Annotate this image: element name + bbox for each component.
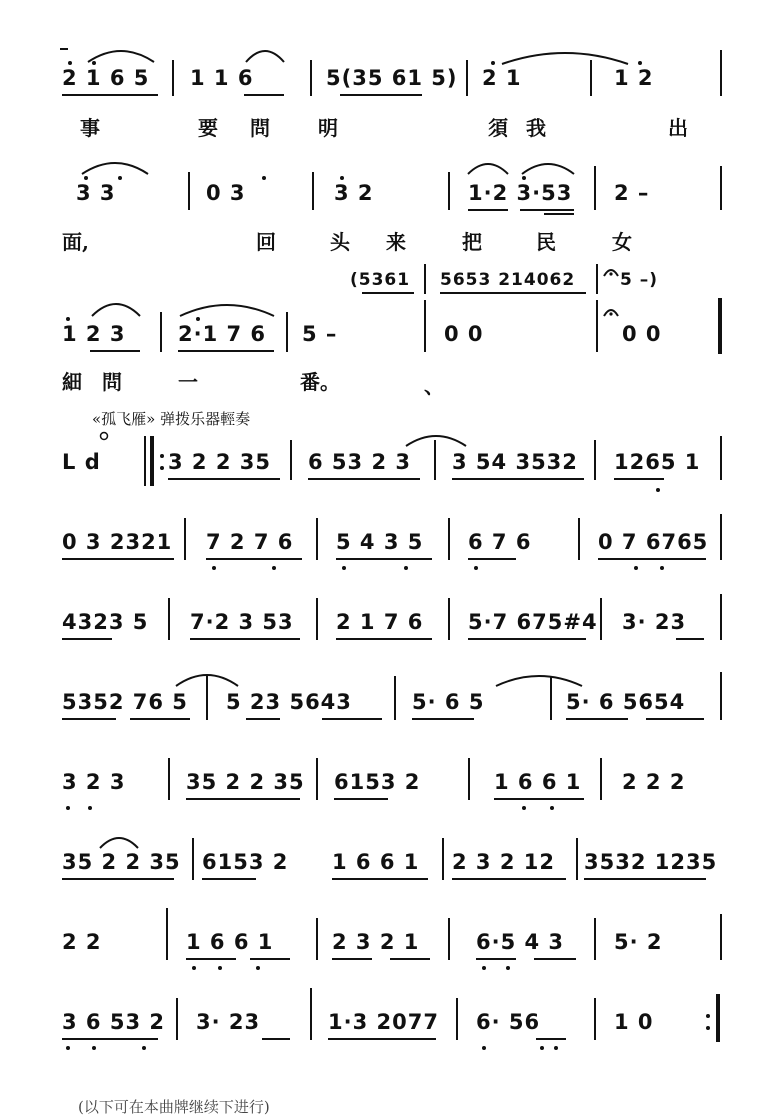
slur [80,156,150,176]
barline [720,166,722,210]
underline [336,558,432,560]
measure-notes: 35 2 2 35 [186,770,305,794]
underline [598,558,706,560]
barline [594,166,596,210]
slur [90,296,142,318]
measure-notes: 0 3 2321 [62,530,173,554]
barline [720,50,722,96]
measure-notes: 7·2 3 53 [190,610,294,634]
underline [244,94,284,96]
fermata [602,306,620,318]
dot [212,566,216,570]
barline [168,758,170,800]
dot [660,566,664,570]
measure-notes: 2 – [614,181,650,205]
barline [424,300,426,352]
barline [172,60,174,96]
barline [192,838,194,880]
measure-notes: 2 3 2 12 [452,850,555,874]
underline [468,209,508,211]
measure-notes: 3 2 3 [62,770,126,794]
barline [310,988,312,1040]
barline [184,518,186,560]
underline [534,958,576,960]
underline [186,958,236,960]
barline [448,518,450,560]
measure-notes: 5(35 61 5) [326,66,458,90]
lyric: 一 [178,370,198,394]
barline [596,264,598,294]
fermata [602,266,620,278]
barline [594,998,596,1040]
slur [244,44,286,64]
measure-notes: 0 3 [206,181,246,205]
repeat-dot [706,1014,710,1018]
barline [576,838,578,880]
underline [186,798,300,800]
prelude-notes: 5 –) [620,270,659,290]
interlude-title: «孤飞雁» 弹拨乐器輕奏 [92,410,251,428]
barline [720,914,722,960]
underline [452,478,584,480]
measure-notes: 6 53 2 3 [308,450,411,474]
barline [188,172,190,210]
lyric: 須 [488,116,508,140]
measure-notes: 1 1 6 [190,66,254,90]
underline [62,718,116,720]
underline [476,958,516,960]
dot [92,1046,96,1050]
barline [600,598,602,640]
barline [594,440,596,480]
barline [448,172,450,210]
underline [340,94,422,96]
prelude-notes: 5653 214062 [440,270,576,290]
dot [554,1046,558,1050]
measure-notes: 3 54 3532 [452,450,578,474]
underline [130,718,190,720]
lyric: 民 [536,230,556,254]
dot [66,806,70,810]
measure-notes: 6· 56 [476,1010,541,1034]
barline [578,518,580,560]
underline [178,350,274,352]
dot [256,966,260,970]
underline [262,1038,290,1040]
underline [336,638,432,640]
dot [404,566,408,570]
key-signature: L d [62,450,101,474]
repeat-barline [150,436,154,486]
barline [466,60,468,96]
measure-notes: 2 1 [482,66,522,90]
underline [536,1038,566,1040]
measure-notes: 5· 6 5 [412,690,485,714]
dot [340,176,344,180]
barline [160,312,162,352]
measure-notes: 3532 1235 [584,850,718,874]
measure-notes: 1·3 2077 [328,1010,439,1034]
measure-notes: 1 6 6 1 [494,770,582,794]
barline [596,300,598,352]
lyric: 出 [668,116,688,140]
barline [316,918,318,960]
dot [522,806,526,810]
prelude-notes: (5361 [350,270,411,290]
underline [90,350,140,352]
underline [584,878,706,880]
dot [482,966,486,970]
footer-note: (以下可在本曲牌继续下进行) [78,1098,270,1116]
barline [720,672,722,720]
barline [168,598,170,640]
final-barline [718,298,722,354]
measure-notes: 1 0 [614,1010,654,1034]
underline [206,558,302,560]
lyric: 、 [424,374,444,398]
lyric: 回 [256,230,276,254]
barline [456,998,458,1040]
lyric: 来 [386,230,406,254]
dot [118,176,122,180]
barline [442,838,444,880]
underline [566,718,628,720]
underline [250,958,290,960]
measure-notes: 0 0 [444,322,484,346]
dot [262,176,266,180]
underline [452,878,566,880]
measure-notes: 2 3 2 1 [332,930,420,954]
dot [142,1046,146,1050]
dot [66,317,70,321]
slur [178,298,276,318]
barline [720,514,722,560]
measure-notes: 7 2 7 6 [206,530,294,554]
underline [494,798,584,800]
barline [600,758,602,800]
barline [166,908,168,960]
measure-notes: 2·1 7 6 [178,322,267,346]
underline [334,798,388,800]
measure-notes: 6·5 4 3 [476,930,565,954]
lyric: 要 [198,116,218,140]
barline [448,918,450,960]
lyric: 事 [80,116,100,140]
measure-notes: 6 7 6 [468,530,532,554]
lyric: 头 [330,230,350,254]
slur [86,44,156,64]
barline [60,48,68,50]
lyric: 我 [526,116,546,140]
final-barline [716,994,720,1042]
barline [720,594,722,640]
lyric: 女 [612,230,632,254]
dot [540,1046,544,1050]
underline [246,718,280,720]
dot [634,566,638,570]
underline [362,292,414,294]
measure-notes: 35 2 2 35 [62,850,181,874]
underline [322,718,382,720]
repeat-barline [144,436,146,486]
measure-notes: 3· 23 [622,610,687,634]
measure-notes: 2 1 6 5 [62,66,150,90]
measure-notes: 5· 2 [614,930,663,954]
measure-notes: 4323 5 [62,610,149,634]
measure-notes: 3 2 2 35 [168,450,271,474]
measure-notes: 3 2 [334,181,374,205]
lyric: 細 [62,370,82,394]
underline [412,718,474,720]
measure-notes: 0 0 [622,322,662,346]
lyric: 把 [462,230,482,254]
measure-notes: 5 4 3 5 [336,530,424,554]
dot [68,61,72,65]
dot [506,966,510,970]
barline [316,598,318,640]
measure-notes: 5 23 5643 [226,690,352,714]
measure-notes: 3· 23 [196,1010,261,1034]
measure-notes: 1 6 6 1 [332,850,420,874]
slur [466,158,510,176]
measure-notes: 6153 2 [202,850,289,874]
underline [190,638,300,640]
slur [174,668,240,688]
underline [520,209,574,211]
dot [88,806,92,810]
dot [98,430,110,442]
measure-notes: 1 2 3 [62,322,126,346]
underline [440,292,586,294]
slur [494,670,584,688]
dot [474,566,478,570]
dot [342,566,346,570]
barline [448,598,450,640]
underline [168,478,280,480]
underline [328,1038,436,1040]
measure-notes: 2 2 2 [622,770,686,794]
underline [62,94,158,96]
lyric: 明 [318,116,338,140]
underline [468,558,516,560]
dot [218,966,222,970]
measure-notes: 6153 2 [334,770,421,794]
measure-notes: 0 7 6765 [598,530,709,554]
dot [550,806,554,810]
barline [316,758,318,800]
underline [646,718,704,720]
dot [272,566,276,570]
underline [62,558,174,560]
underline [468,638,586,640]
lyric: 問 [102,370,122,394]
repeat-dot [160,466,164,470]
measure-notes: 3 6 53 2 [62,1010,165,1034]
dot [491,61,495,65]
barline [176,998,178,1040]
underline [62,878,174,880]
barline [310,60,312,96]
barline [316,518,318,560]
measure-notes: 5 – [302,322,338,346]
measure-notes: 1 2 [614,66,654,90]
underline [62,638,112,640]
dot [656,488,660,492]
dot [84,176,88,180]
barline [290,440,292,480]
measure-notes: 1265 1 [614,450,701,474]
repeat-dot [706,1026,710,1030]
lyric: 問 [250,116,270,140]
dot [638,61,642,65]
dot [522,176,526,180]
slur [98,832,140,850]
measure-notes: 3 3 [76,181,116,205]
underline [614,478,664,480]
underline [390,958,430,960]
underline [544,213,574,215]
repeat-dot [160,454,164,458]
measure-notes: 5· 6 5654 [566,690,686,714]
slur [404,430,468,448]
barline [594,918,596,960]
measure-notes: 1 6 6 1 [186,930,274,954]
measure-notes: 1·2 3·53 [468,181,573,205]
barline [424,264,426,294]
lyric: 面, [62,230,89,254]
dot [66,1046,70,1050]
underline [308,478,420,480]
underline [676,638,704,640]
underline [332,878,428,880]
measure-notes: 5352 76 5 [62,690,188,714]
barline [394,676,396,720]
underline [62,1038,158,1040]
measure-notes: 5·7 675#4 [468,610,598,634]
barline [468,758,470,800]
dot [482,1046,486,1050]
measure-notes: 2 1 7 6 [336,610,424,634]
barline [286,312,288,352]
barline [312,172,314,210]
underline [332,958,372,960]
lyric: 番。 [300,370,340,394]
slur [520,158,576,176]
measure-notes: 2 2 [62,930,102,954]
barline [720,436,722,480]
dot [192,966,196,970]
underline [202,878,256,880]
slur [500,48,630,66]
